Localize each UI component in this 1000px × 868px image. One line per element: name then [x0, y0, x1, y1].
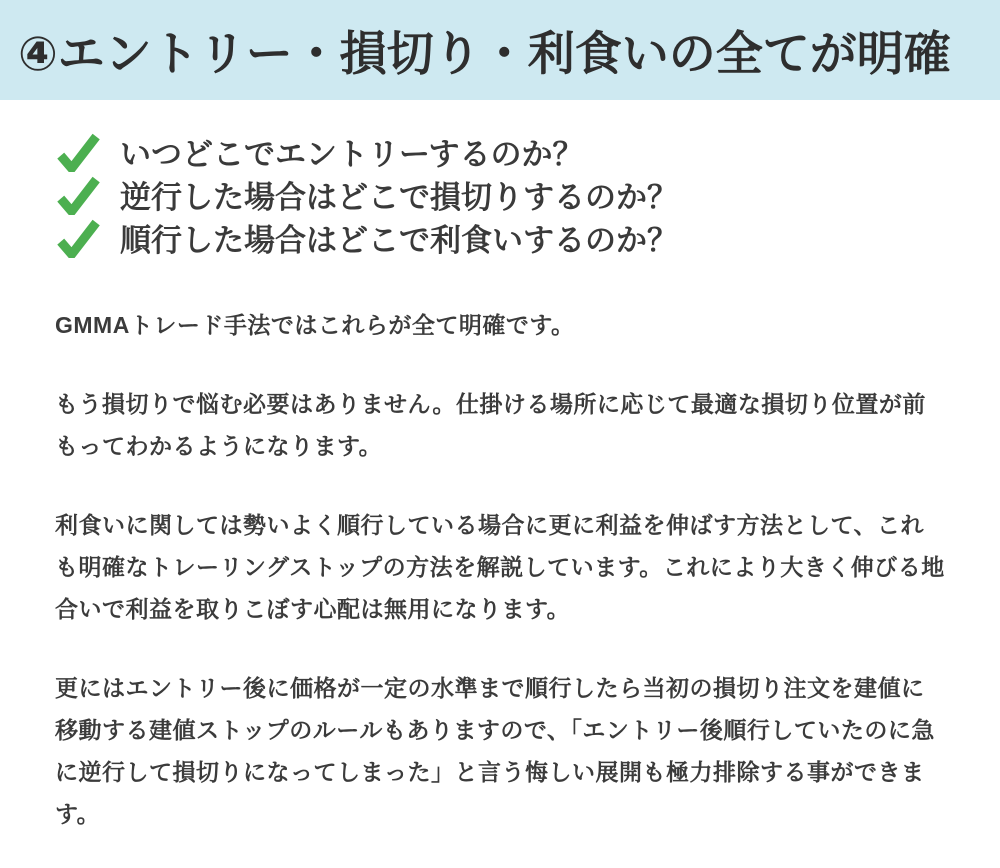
checkmark-icon — [55, 174, 105, 216]
checklist-item-label: 順行した場合はどこで利食いするのか？ — [120, 223, 678, 258]
checkmark-icon — [55, 217, 105, 259]
checklist-item — [55, 216, 1000, 259]
checklist-item-label: 逆行した場合はどこで損切りするのか？ — [120, 180, 678, 215]
header-banner — [0, 0, 1000, 100]
checkmark-stroke — [61, 222, 96, 254]
checkmark-stroke — [61, 136, 96, 168]
paragraph-3: 利食いに関しては勢いよく順行している場合に更に利益を伸ばす方法として、これも明確なトレーリングストップの方法を解説しています。これにより大きく伸びる地合いで利益を取りこぼす心配は無用になります。 — [55, 512, 945, 622]
body-text — [55, 304, 946, 835]
checklist-item — [55, 130, 1000, 173]
page-title: ④エントリー・損切り・利食いの全てが明確 — [18, 26, 951, 80]
checkmark-stroke — [61, 179, 96, 211]
checklist-item-label: いつどこでエントリーするのか？ — [120, 137, 584, 172]
checklist — [55, 130, 1000, 259]
checkmark-icon — [55, 131, 105, 173]
checklist-item — [55, 173, 1000, 216]
paragraph-1: GMMAトレード手法ではこれらが全て明確です。 — [55, 312, 575, 338]
paragraph-4: 更にはエントリー後に価格が一定の水準まで順行したら当初の損切り注文を建値に移動する建値ストップのルールもありますので、「エントリー後順行していたのに急に逆行して損切りになってしまった」と言う悔しい展開も極力排除する事ができます。 — [55, 675, 935, 827]
paragraph-2: もう損切りで悩む必要はありません。仕掛ける場所に応じて最適な損切り位置が前もってわかるようになります。 — [55, 391, 926, 459]
